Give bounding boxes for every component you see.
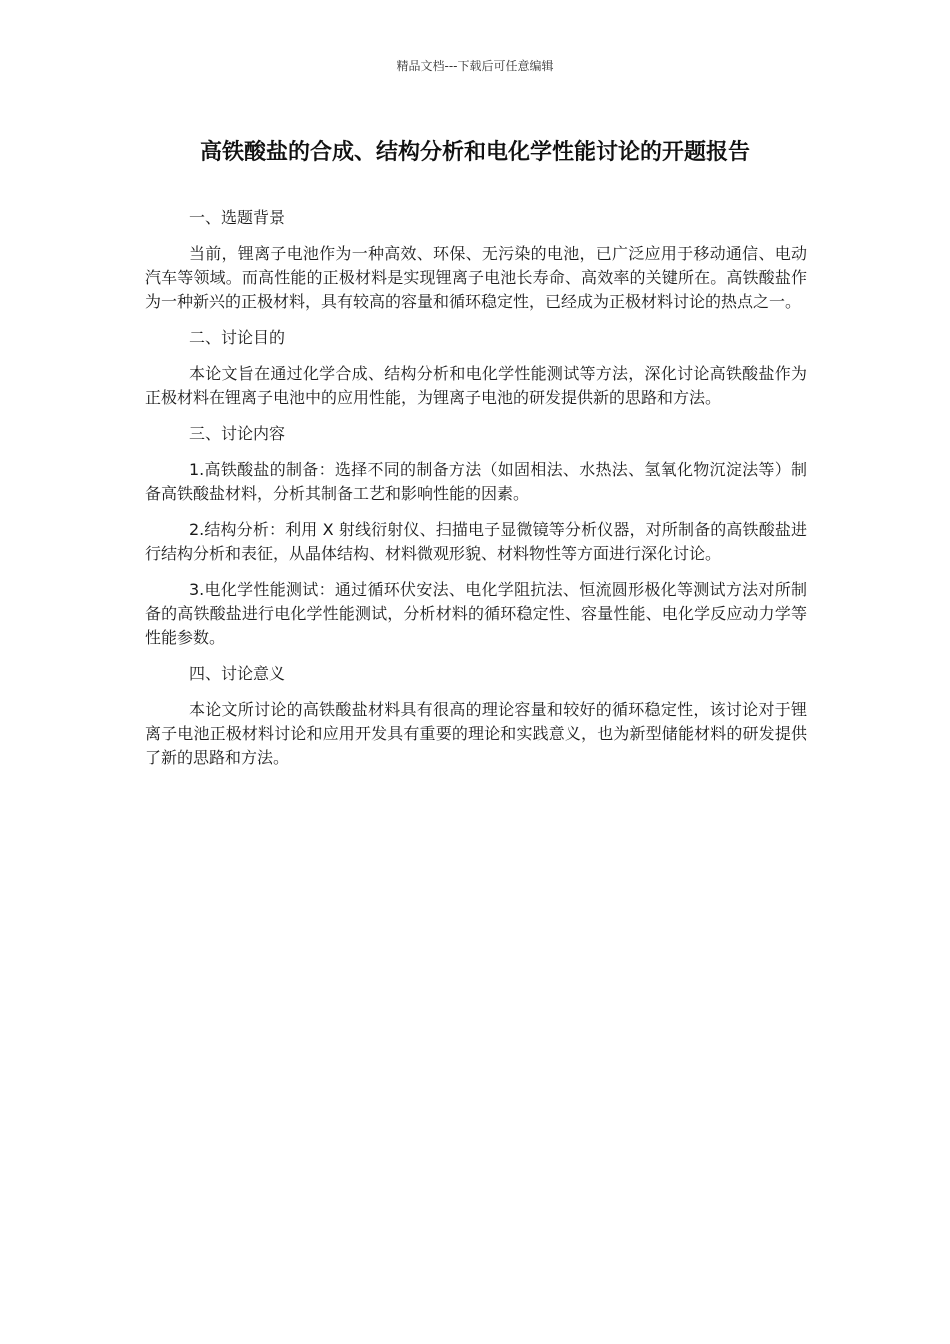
section-heading-purpose: 二、讨论目的	[189, 328, 286, 347]
document-title: 高铁酸盐的合成、结构分析和电化学性能讨论的开题报告	[199, 140, 750, 165]
paragraph-significance: 本论文所讨论的高铁酸盐材料具有很高的理论容量和较好的循环稳定性，该讨论对于锂离子电池正极材料讨论和应用开发具有重要的理论和实践意义，也为新型储能材料的研发提供了新的思路和方法。	[145, 700, 807, 767]
paragraph-content-item-1: 1.高铁酸盐的制备：选择不同的制备方法（如固相法、水热法、氢氧化物沉淀法等）制备高铁酸盐材料，分析其制备工艺和影响性能的因素。	[145, 460, 807, 503]
paragraph-purpose: 本论文旨在通过化学合成、结构分析和电化学性能测试等方法，深化讨论高铁酸盐作为正极材料在锂离子电池中的应用性能，为锂离子电池的研发提供新的思路和方法。	[145, 364, 807, 407]
paragraph-content-item-2: 2.结构分析：利用 X 射线衍射仪、扫描电子显微镜等分析仪器，对所制备的高铁酸盐进行结构分析和表征，从晶体结构、材料微观形貌、材料物性等方面进行深化讨论。	[145, 520, 807, 563]
section-heading-content: 三、讨论内容	[189, 424, 286, 443]
header-note: 精品文档---下载后可任意编辑	[396, 59, 554, 73]
paragraph-content-item-3: 3.电化学性能测试：通过循环伏安法、电化学阻抗法、恒流圆形极化等测试方法对所制备的高铁酸盐进行电化学性能测试，分析材料的循环稳定性、容量性能、电化学反应动力学等性能参数。	[145, 580, 807, 647]
document-body	[145, 206, 807, 782]
paragraph-background: 当前，锂离子电池作为一种高效、环保、无污染的电池，已广泛应用于移动通信、电动汽车等领域。而高性能的正极材料是实现锂离子电池长寿命、高效率的关键所在。高铁酸盐作为一种新兴的正极材料，具有较高的容量和循环稳定性，已经成为正极材料讨论的热点之一。	[145, 244, 807, 311]
section-heading-significance: 四、讨论意义	[189, 664, 286, 683]
section-heading-background: 一、选题背景	[189, 208, 286, 227]
